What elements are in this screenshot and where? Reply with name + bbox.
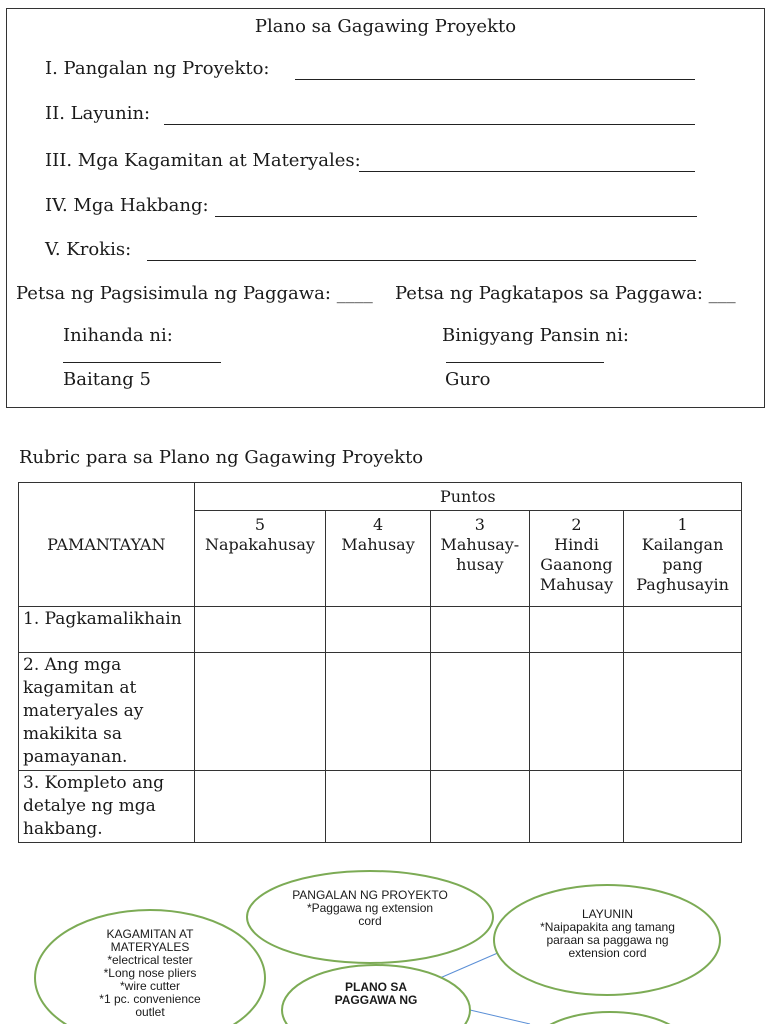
noted-by-label: Binigyang Pansin ni: [442,325,629,346]
score-cell[interactable] [529,607,623,653]
steps-label: IV. Mga Hakbang: [45,195,209,216]
steps-line [45,195,209,216]
points-header: Puntos [194,483,741,511]
objective-detail: *Naipapakita ang tamang paraan sa paggawa ng extension cord [540,920,675,960]
start-date-label: Petsa ng Pagsisimula ng Paggawa: ____ [16,283,373,304]
level-1-label: Kailangan pang Paghusayin [636,535,729,594]
materials-item: *wire cutter [119,979,181,993]
score-cell[interactable] [194,607,326,653]
score-cell[interactable] [430,653,529,771]
criterion-1: 1. Pagkamalikhain [19,607,195,653]
project-plan-diagram [0,860,768,1024]
end-date-label: Petsa ng Pagkatapos sa Paggawa: ___ [395,283,736,304]
level-2-label: Hindi Gaanong Mahusay [539,535,614,594]
level-2-header [529,511,623,607]
level-3-score: 3 [474,515,485,534]
score-cell[interactable] [326,771,431,843]
connector-line [470,1010,530,1024]
grade-label: Baitang 5 [63,369,151,390]
prepared-by-signature-line[interactable] [63,362,221,363]
project-name-label: I. Pangalan ng Proyekto: [45,58,270,79]
score-cell[interactable] [624,771,742,843]
sketch-label: V. Krokis: [45,239,132,260]
level-1-header [624,511,742,607]
level-4-label: Mahusay [341,535,415,554]
score-cell[interactable] [194,653,326,771]
objective-text [530,908,685,960]
steps-blank[interactable] [215,216,697,217]
project-name-blank[interactable] [295,79,695,80]
objective-title: LAYUNIN [581,907,634,921]
materials-item: *electrical tester [107,953,193,967]
level-4-header [326,511,431,607]
criterion-3: 3. Kompleto ang detalye ng mga hakbang. [19,771,195,843]
criterion-2: 2. Ang mga kagamitan at materyales ay makikita sa pamayanan. [19,653,195,771]
center-text: PLANO SA PAGGAWA NG [334,980,418,1007]
level-1-score: 1 [677,515,688,534]
materials-item: *1 pc. convenience outlet [99,992,201,1019]
project-name-detail: *Paggawa ng extension cord [306,901,434,928]
objective-line [45,103,150,124]
objective-blank[interactable] [164,124,695,125]
materials-label: III. Mga Kagamitan at Materyales: [45,150,361,171]
table-row [19,653,742,771]
level-2-score: 2 [571,515,582,534]
connector-line [440,952,500,978]
score-cell[interactable] [624,653,742,771]
score-cell[interactable] [624,607,742,653]
project-name-text [290,889,450,928]
noted-by-signature-line[interactable] [446,362,604,363]
table-row [19,771,742,843]
level-5-header [194,511,326,607]
sketch-ellipse-partial [530,1012,690,1024]
project-plan-form [6,8,765,408]
rubric-title: Rubric para sa Plano ng Gagawing Proyekto [19,447,424,468]
materials-text [66,928,234,1019]
prepared-by-label: Inihanda ni: [63,325,173,346]
objective-label: II. Layunin: [45,103,151,124]
project-name-title: PANGALAN NG PROYEKTO [292,888,448,902]
score-cell[interactable] [529,653,623,771]
score-cell[interactable] [430,607,529,653]
score-cell[interactable] [326,607,431,653]
sketch-line [45,239,131,260]
score-cell[interactable] [529,771,623,843]
score-cell[interactable] [326,653,431,771]
table-row [19,607,742,653]
sketch-blank[interactable] [147,260,696,261]
criteria-header: PAMANTAYAN [19,483,195,607]
level-4-score: 4 [372,515,384,534]
level-3-label: Mahusay-husay [440,535,520,574]
score-cell[interactable] [194,771,326,843]
rubric-table [18,482,742,843]
materials-line [45,150,361,171]
level-5-label: Napakahusay [204,535,315,554]
materials-item: *Long nose pliers [103,966,197,980]
materials-blank[interactable] [359,171,695,172]
project-name-line [45,58,270,79]
form-title: Plano sa Gagawing Proyekto [254,16,517,37]
level-3-header [430,511,529,607]
teacher-label: Guro [445,369,491,390]
level-5-score: 5 [254,515,266,534]
score-cell[interactable] [430,771,529,843]
materials-title: KAGAMITAN AT MATERYALES [106,927,194,954]
